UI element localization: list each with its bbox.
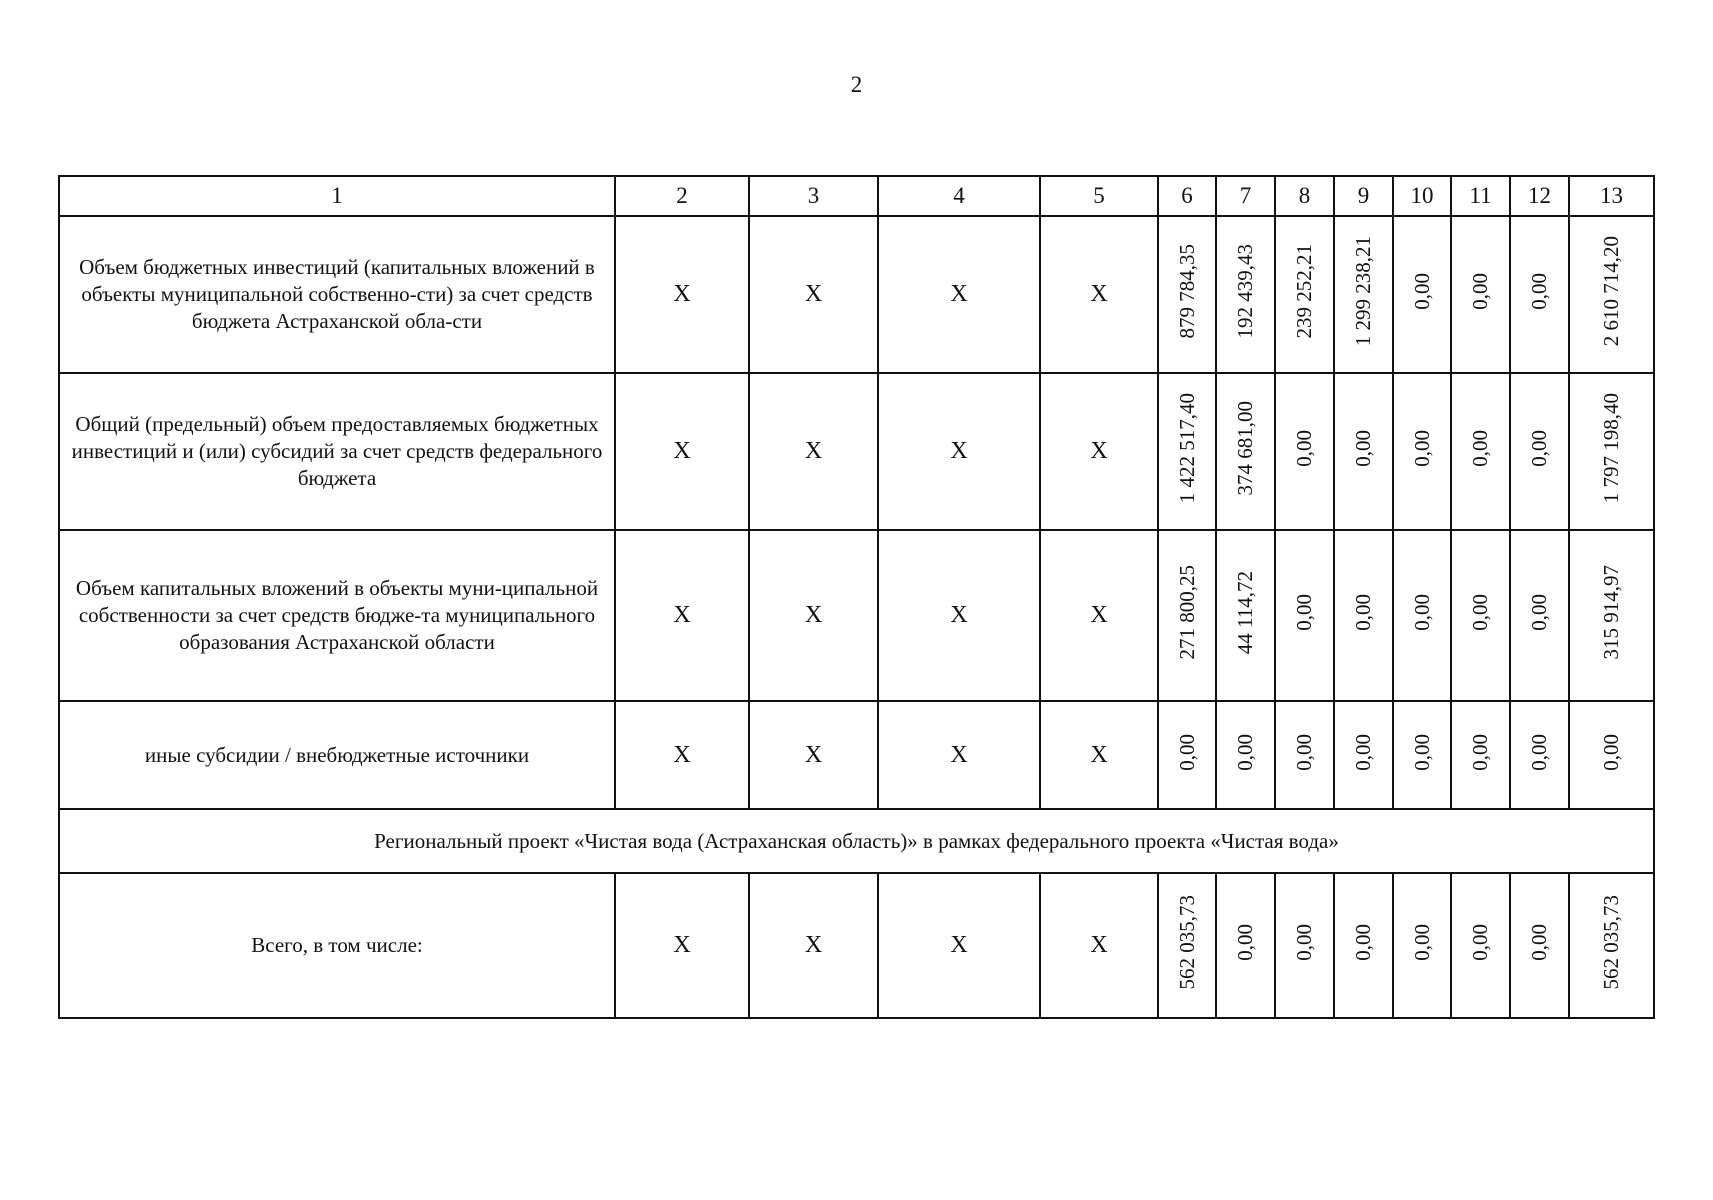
value-cell	[1334, 216, 1393, 373]
value-text: 271 800,25	[1174, 565, 1199, 660]
section-title: Региональный проект «Чистая вода (Астраханская область)» в рамках федерального проекта «Чистая вода»	[59, 809, 1654, 873]
value-text: 1 422 517,40	[1174, 393, 1199, 504]
row-label: Объем капитальных вложений в объекты муни-ципальной собственности за счет средств бюдже-та муниципального образования Астраханской области	[59, 530, 615, 701]
value-cell	[1334, 701, 1393, 809]
value-text: 239 252,21	[1292, 244, 1316, 339]
section-row	[59, 809, 1654, 873]
value-cell	[1451, 216, 1510, 373]
value-text: 0,00	[1409, 733, 1434, 771]
row-label: Объем бюджетных инвестиций (капитальных вложений в объекты муниципальной собственно-сти) за счет средств бюджета Астраханской обла-сти	[59, 216, 615, 373]
value-text: 0,00	[1292, 733, 1316, 771]
x-mark: X	[615, 530, 749, 701]
value-cell	[1275, 873, 1334, 1018]
value-text: 0,00	[1233, 733, 1257, 771]
value-text: 315 914,97	[1599, 565, 1623, 660]
row-label: Всего, в том числе:	[59, 873, 615, 1018]
table-row	[59, 530, 1654, 701]
column-header: 12	[1510, 176, 1569, 216]
value-cell	[1216, 373, 1275, 530]
value-cell	[1569, 701, 1654, 809]
value-cell	[1393, 873, 1451, 1018]
x-mark: X	[1040, 216, 1158, 373]
value-cell	[1510, 216, 1569, 373]
value-cell	[1569, 530, 1654, 701]
value-cell	[1275, 216, 1334, 373]
value-cell	[1216, 873, 1275, 1018]
row-label: Общий (предельный) объем предоставляемых бюджетных инвестиций и (или) субсидий за счет средств федерального бюджета	[59, 373, 615, 530]
x-mark: X	[749, 701, 878, 809]
value-cell	[1158, 873, 1216, 1018]
column-header: 10	[1393, 176, 1451, 216]
value-text: 0,00	[1527, 594, 1551, 631]
table-row	[59, 216, 1654, 373]
value-text: 0,00	[1351, 594, 1375, 631]
x-mark: X	[615, 373, 749, 530]
column-header: 1	[59, 176, 615, 216]
value-text: 2 610 714,20	[1599, 236, 1623, 347]
value-cell	[1393, 373, 1451, 530]
value-text: 0,00	[1292, 924, 1316, 961]
x-mark: X	[749, 216, 878, 373]
x-mark: X	[878, 373, 1040, 530]
value-text: 0,00	[1409, 273, 1434, 310]
value-text: 0,00	[1468, 924, 1492, 961]
value-text: 879 784,35	[1174, 244, 1199, 339]
x-mark: X	[1040, 873, 1158, 1018]
value-cell	[1334, 373, 1393, 530]
column-header: 6	[1158, 176, 1216, 216]
value-text: 0,00	[1409, 430, 1434, 467]
x-mark: X	[878, 530, 1040, 701]
table-row	[59, 701, 1654, 809]
value-cell	[1510, 530, 1569, 701]
value-text: 0,00	[1468, 430, 1492, 467]
value-cell	[1393, 216, 1451, 373]
value-cell	[1275, 530, 1334, 701]
row-label: иные субсидии / внебюджетные источники	[59, 701, 615, 809]
value-cell	[1334, 873, 1393, 1018]
column-header: 13	[1569, 176, 1654, 216]
column-header: 5	[1040, 176, 1158, 216]
value-text: 0,00	[1409, 924, 1434, 961]
value-cell	[1451, 530, 1510, 701]
x-mark: X	[1040, 530, 1158, 701]
value-text: 1 797 198,40	[1599, 393, 1623, 504]
x-mark: X	[749, 373, 878, 530]
value-text: 44 114,72	[1233, 570, 1257, 655]
value-cell	[1569, 373, 1654, 530]
value-cell	[1569, 216, 1654, 373]
page-number: 2	[850, 72, 863, 97]
budget-table	[58, 175, 1655, 1019]
value-text: 0,00	[1351, 924, 1375, 961]
value-text: 0,00	[1599, 733, 1623, 771]
value-text: 192 439,43	[1233, 244, 1257, 339]
value-cell	[1510, 873, 1569, 1018]
value-text: 0,00	[1292, 594, 1316, 631]
value-text: 0,00	[1468, 273, 1492, 310]
column-number-row	[59, 176, 1654, 216]
value-cell	[1334, 530, 1393, 701]
value-text: 0,00	[1527, 924, 1551, 961]
value-cell	[1158, 216, 1216, 373]
value-cell	[1158, 530, 1216, 701]
value-cell	[1158, 701, 1216, 809]
x-mark: X	[749, 873, 878, 1018]
value-cell	[1393, 530, 1451, 701]
x-mark: X	[615, 873, 749, 1018]
x-mark: X	[878, 873, 1040, 1018]
value-cell	[1158, 373, 1216, 530]
value-text: 1 299 238,21	[1351, 236, 1375, 347]
value-cell	[1451, 873, 1510, 1018]
value-cell	[1510, 701, 1569, 809]
value-text: 0,00	[1527, 733, 1551, 771]
value-text: 374 681,00	[1233, 401, 1257, 496]
value-cell	[1216, 701, 1275, 809]
value-text: 0,00	[1527, 430, 1551, 467]
value-cell	[1451, 701, 1510, 809]
value-text: 0,00	[1351, 733, 1375, 771]
column-header: 3	[749, 176, 878, 216]
value-cell	[1275, 701, 1334, 809]
value-text: 0,00	[1468, 733, 1492, 771]
column-header: 2	[615, 176, 749, 216]
value-text: 0,00	[1174, 733, 1199, 771]
value-text: 562 035,73	[1599, 895, 1623, 990]
x-mark: X	[878, 216, 1040, 373]
column-header: 9	[1334, 176, 1393, 216]
x-mark: X	[749, 530, 878, 701]
value-cell	[1451, 373, 1510, 530]
value-text: 0,00	[1409, 594, 1434, 631]
x-mark: X	[615, 216, 749, 373]
value-cell	[1275, 373, 1334, 530]
value-cell	[1216, 530, 1275, 701]
total-row	[59, 873, 1654, 1018]
table-row	[59, 373, 1654, 530]
value-cell	[1510, 373, 1569, 530]
value-text: 0,00	[1233, 924, 1257, 961]
value-text: 0,00	[1468, 594, 1492, 631]
value-cell	[1216, 216, 1275, 373]
value-text: 562 035,73	[1174, 895, 1199, 990]
value-cell	[1569, 873, 1654, 1018]
column-header: 7	[1216, 176, 1275, 216]
column-header: 4	[878, 176, 1040, 216]
column-header: 11	[1451, 176, 1510, 216]
value-cell	[1393, 701, 1451, 809]
x-mark: X	[1040, 373, 1158, 530]
column-header: 8	[1275, 176, 1334, 216]
value-text: 0,00	[1292, 430, 1316, 467]
value-text: 0,00	[1351, 430, 1375, 467]
x-mark: X	[878, 701, 1040, 809]
value-text: 0,00	[1527, 273, 1551, 310]
x-mark: X	[1040, 701, 1158, 809]
x-mark: X	[615, 701, 749, 809]
